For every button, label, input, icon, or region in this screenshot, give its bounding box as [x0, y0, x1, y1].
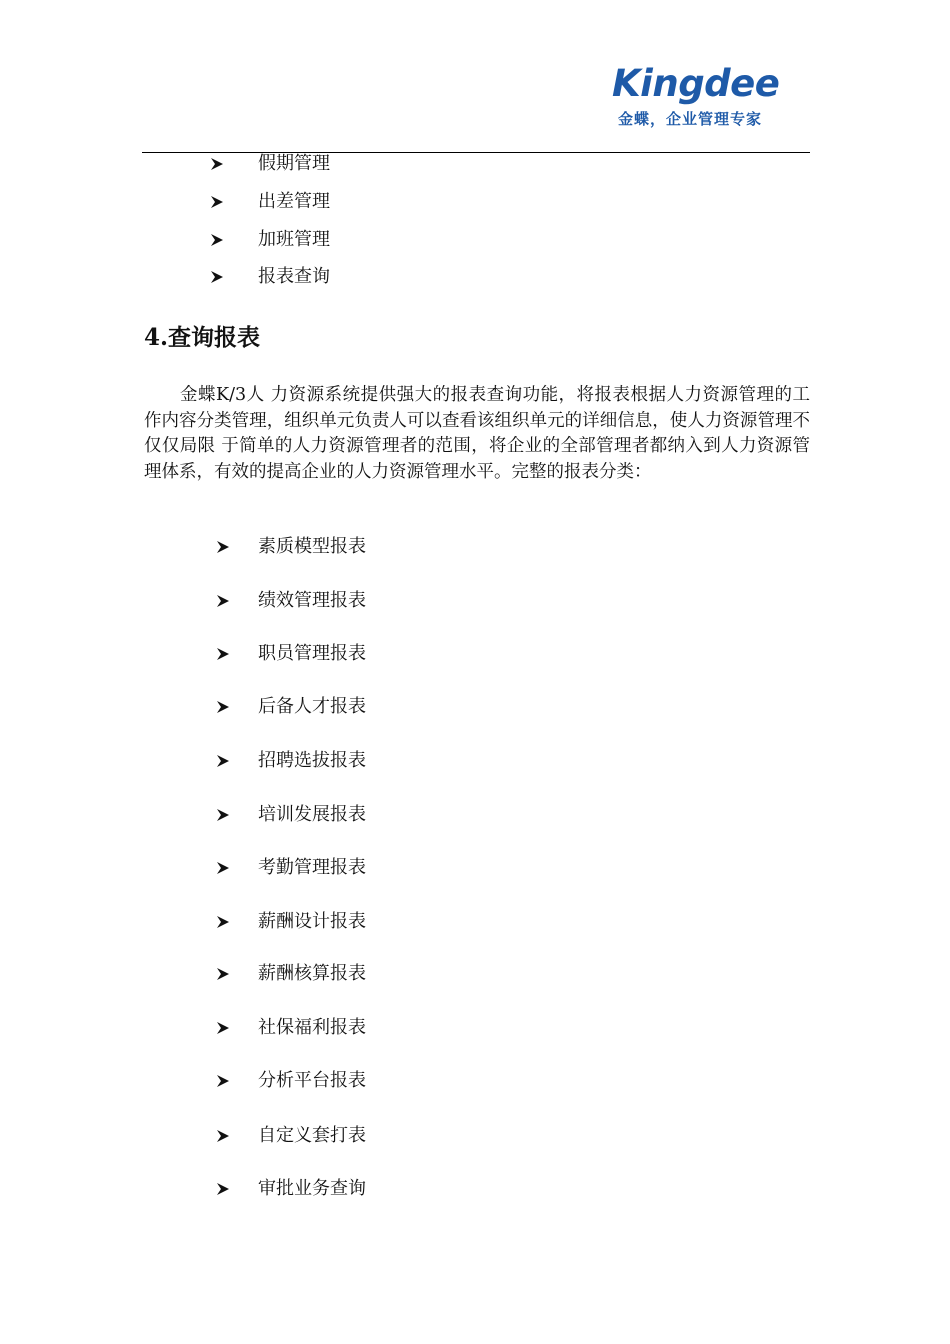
list-item-label: 素质模型报表 — [258, 536, 366, 557]
arrowhead-bullet-icon — [216, 647, 230, 661]
list-item-label: 绩效管理报表 — [258, 590, 366, 611]
arrowhead-bullet-icon — [210, 270, 224, 284]
logo-wordmark: Kingdee — [612, 62, 780, 105]
arrowhead-bullet-icon — [216, 967, 230, 981]
arrowhead-bullet-icon — [216, 594, 230, 608]
list-item-label: 报表查询 — [258, 266, 330, 287]
list-item-label: 加班管理 — [258, 229, 330, 250]
arrowhead-bullet-icon — [216, 754, 230, 768]
arrowhead-bullet-icon — [216, 700, 230, 714]
arrowhead-bullet-icon — [210, 195, 224, 209]
section-heading: 4.查询报表 — [144, 324, 261, 351]
list-item-label: 薪酬核算报表 — [258, 963, 366, 984]
arrowhead-bullet-icon — [216, 1021, 230, 1035]
list-item-label: 培训发展报表 — [258, 804, 366, 825]
arrowhead-bullet-icon — [216, 1182, 230, 1196]
header-divider — [142, 152, 810, 153]
arrowhead-bullet-icon — [216, 1129, 230, 1143]
list-item-label: 假期管理 — [258, 153, 330, 174]
list-item-label: 后备人才报表 — [258, 696, 366, 717]
list-item-label: 考勤管理报表 — [258, 857, 366, 878]
list-item-label: 审批业务查询 — [258, 1178, 366, 1199]
list-item-label: 薪酬设计报表 — [258, 911, 366, 932]
arrowhead-bullet-icon — [216, 1074, 230, 1088]
list-item-label: 分析平台报表 — [258, 1070, 366, 1091]
logo-slogan: 金蝶，企业管理专家 — [618, 110, 763, 128]
kingdee-logo — [612, 62, 782, 129]
list-item-label: 自定义套打表 — [258, 1125, 366, 1146]
arrowhead-bullet-icon — [216, 540, 230, 554]
list-item-label: 出差管理 — [258, 191, 330, 212]
arrowhead-bullet-icon — [216, 808, 230, 822]
list-item-label: 职员管理报表 — [258, 643, 366, 664]
arrowhead-bullet-icon — [210, 233, 224, 247]
arrowhead-bullet-icon — [216, 915, 230, 929]
list-item-label: 社保福利报表 — [258, 1017, 366, 1038]
section-paragraph: 金蝶K/3人 力资源系统提供强大的报表查询功能，将报表根据人力资源管理的工作内容分类管理，组织单元负责人可以查看该组织单元的详细信息，使人力资源管理不仅仅局限 于简单的人力资源管理者的范围，将企业的全部管理者都纳入到人力资源管理体系，有效的提高企业的人力资源管理水平。完整的报表分类： — [144, 385, 810, 482]
arrowhead-bullet-icon — [216, 861, 230, 875]
list-item-label: 招聘选拔报表 — [258, 750, 366, 771]
arrowhead-bullet-icon — [210, 157, 224, 171]
